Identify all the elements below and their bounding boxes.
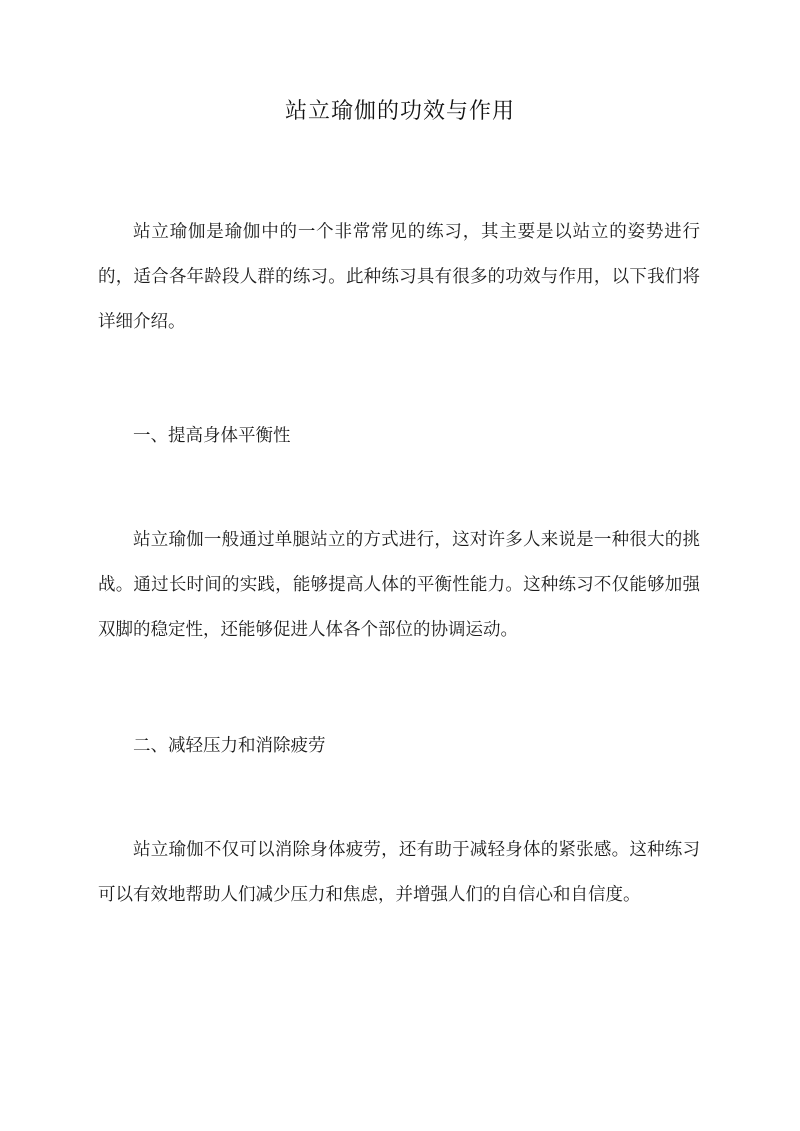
section-body-balance: 站立瑜伽一般通过单腿站立的方式进行，这对许多人来说是一种很大的挑战。通过长时间的实践，能够提高人体的平衡性能力。这种练习不仅能够加强双脚的稳定性，还能够促进人体各个部位的协调运动。 [98, 530, 700, 640]
section-body-stress: 站立瑜伽不仅可以消除身体疲劳，还有助于减轻身体的紧张感。这种练习可以有效地帮助人们减少压力和焦虑，并增强人们的自信心和自信度。 [98, 840, 700, 905]
section-heading-stress: 二、减轻压力和消除疲劳 [133, 736, 326, 756]
section-heading-balance: 一、提高身体平衡性 [133, 426, 291, 446]
intro-paragraph: 站立瑜伽是瑜伽中的一个非常常见的练习，其主要是以站立的姿势进行的，适合各年龄段人群的练习。此种练习具有很多的功效与作用，以下我们将详细介绍。 [98, 222, 700, 332]
document-title: 站立瑜伽的功效与作用 [284, 99, 515, 124]
